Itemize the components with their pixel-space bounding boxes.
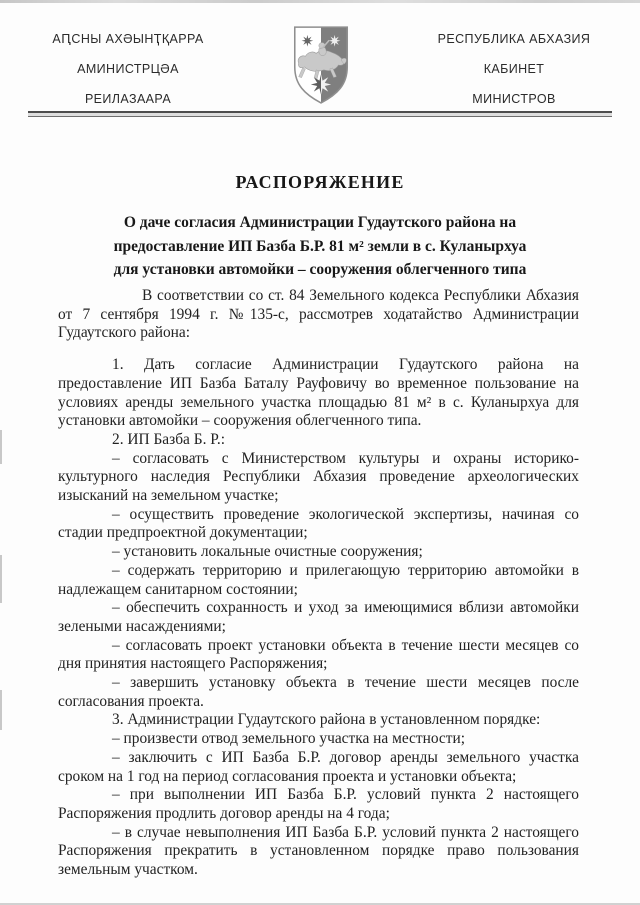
document-type-heading: РАСПОРЯЖЕНИЕ	[235, 172, 405, 192]
document-title-line: для установки автомойки – сооружения облегченного типа	[113, 261, 527, 278]
emblem-small-star-left-icon	[302, 35, 314, 47]
letterhead-line: АМИНИСТРЦӘА	[77, 62, 179, 76]
paragraph: – при выполнении ИП Базба Б.Р. условий пункта 2 настоящего Распоряжения продлить договор аренды на 4 года;	[58, 786, 579, 822]
scan-artifact-mark	[0, 690, 2, 730]
abkhazia-coat-of-arms-icon	[287, 23, 355, 109]
letterhead-line: РЕСПУБЛИКА АБХАЗИЯ	[437, 32, 591, 46]
document-title-line: О даче согласия Администрации Гудаутского района на	[123, 214, 517, 231]
emblem-svg	[287, 23, 355, 109]
paragraph: 3. Администрации Гудаутского района в установленном порядке:	[112, 711, 541, 729]
paragraph: – согласовать с Министерством культуры и охраны историко-культурного наследия Республики Абхазия проведение археологических изысканий на земельном участке;	[58, 449, 579, 505]
document-title	[60, 211, 580, 282]
letterhead-russian-text	[408, 24, 620, 114]
paragraph: – осуществить проведение экологической экспертизы, начиная со стадии предпроектной документации;	[58, 505, 579, 542]
paragraph: – заключить с ИП Базба Б.Р. договор аренды земельного участка сроком на 1 год на период согласования проекта и установки объекта;	[58, 748, 579, 785]
letterhead-line: АԤСНЫ АХӘЫНҬҚАРРА	[52, 32, 204, 46]
scan-artifact-top-edge	[0, 0, 640, 3]
paragraph: – в случае невыполнения ИП Базба Б.Р. условий пункта 2 настоящего Распоряжения прекратить в установленном порядке право пользования земельным участком.	[58, 823, 579, 879]
letterhead-line: МИНИСТРОВ	[472, 92, 556, 106]
paragraph: – обеспечить сохранность и уход за имеющимися вблизи автомойки зелеными насаждениями;	[58, 599, 579, 635]
paragraph: – установить локальные очистные сооружения;	[112, 543, 423, 561]
paragraph: – согласовать проект установки объекта в течение шести месяцев со дня принятия настоящего Распоряжения;	[58, 636, 579, 673]
emblem-small-star-right-icon	[329, 35, 341, 47]
scan-artifact-mark	[0, 555, 2, 603]
letterhead-line: КАБИНЕТ	[483, 62, 545, 76]
paragraph: – завершить установку объекта в течение шести месяцев после согласования проекта.	[58, 674, 579, 710]
document-body	[58, 287, 579, 880]
letterhead-abkhaz-text	[22, 24, 234, 114]
paragraph: В соответствии со ст. 84 Земельного кодекса Республики Абхазия от 7 сентября 1994 г. №135-с, рассмотрев ходатайство Администрации Гудаутского района:	[58, 287, 579, 342]
paragraph: – произвести отвод земельного участка на местности;	[112, 730, 465, 748]
letterhead-line: РЕИЛАЗААРА	[84, 92, 172, 106]
paragraph: – содержать территорию и прилегающую территорию автомойки в надлежащем санитарном состоянии;	[58, 561, 579, 598]
letterhead-divider-rule	[28, 111, 612, 117]
document-title-line: предоставление ИП Базба Б.Р. 81 м² земли в с. Куланырхуа	[113, 237, 527, 255]
paragraph: 1. Дать согласие Администрации Гудаутского района на предоставление ИП Базба Баталу Рауфовичу во временное пользование на условиях аренды земельного участка площадью 81 м² в с. Куланырхуа для установки автомойки – сооружения облегченного типа.	[58, 356, 579, 430]
scan-artifact-mark	[0, 430, 2, 464]
paragraph: 2. ИП Базба Б. Р.:	[112, 430, 226, 448]
